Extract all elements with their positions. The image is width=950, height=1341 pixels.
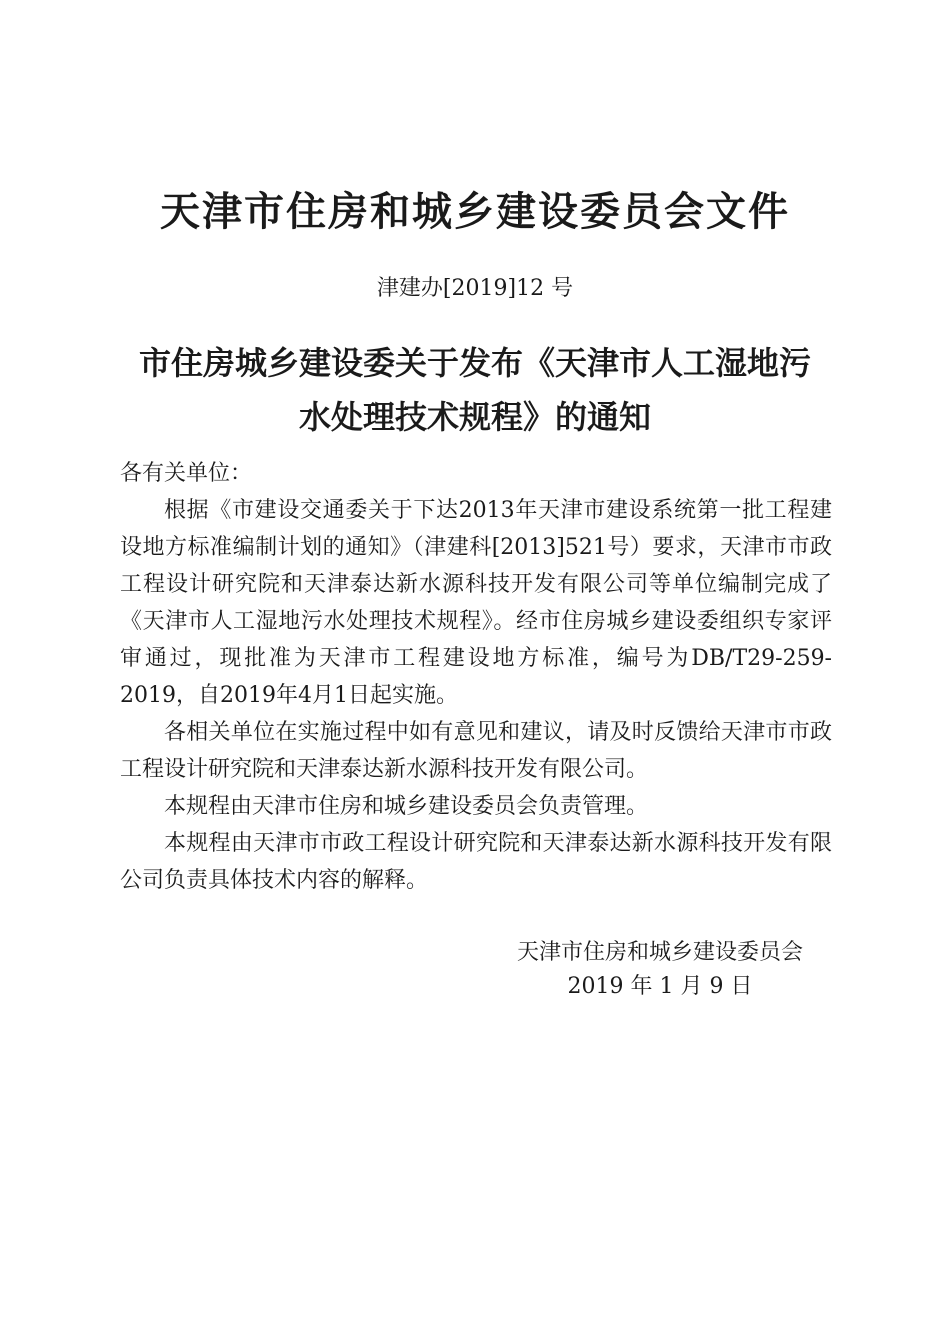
document-header-title: 天津市住房和城乡建设委员会文件 — [160, 189, 790, 235]
signature-date: 2019 年 1 月 9 日 — [567, 974, 753, 999]
document-number: 津建办[2019]12 号 — [376, 276, 574, 301]
notice-title-line-2: 水处理技术规程》的通知 — [298, 398, 651, 436]
signature-organization: 天津市住房和城乡建设委员会 — [516, 940, 803, 965]
notice-title-line-1: 市住房城乡建设委关于发布《天津市人工湿地污 — [138, 344, 811, 382]
notice-body — [120, 455, 832, 899]
signature-block — [480, 936, 840, 1004]
body-paragraph-4: 本规程由天津市市政工程设计研究院和天津泰达新水源科技开发有限公司负责具体技术内容的解释。 — [120, 831, 832, 893]
salutation: 各有关单位： — [120, 461, 253, 486]
body-paragraph-1: 根据《市建设交通委关于下达2013年天津市建设系统第一批工程建设地方标准编制计划的通知》（津建科[2013]521号）要求，天津市市政工程设计研究院和天津泰达新水源科技开发有限公司等单位编制完成了《天津市人工湿地污水处理技术规程》。经市住房城乡建设委组织专家评审通过，现批准为天津市工程建设地方标准，编号为DB/T29-259-2019，自2019年4月1日起实施。 — [120, 498, 832, 708]
notice-title — [120, 336, 830, 444]
body-paragraph-2: 各相关单位在实施过程中如有意见和建议，请及时反馈给天津市市政工程设计研究院和天津泰达新水源科技开发有限公司。 — [120, 720, 832, 782]
body-paragraph-3: 本规程由天津市住房和城乡建设委员会负责管理。 — [164, 794, 649, 819]
